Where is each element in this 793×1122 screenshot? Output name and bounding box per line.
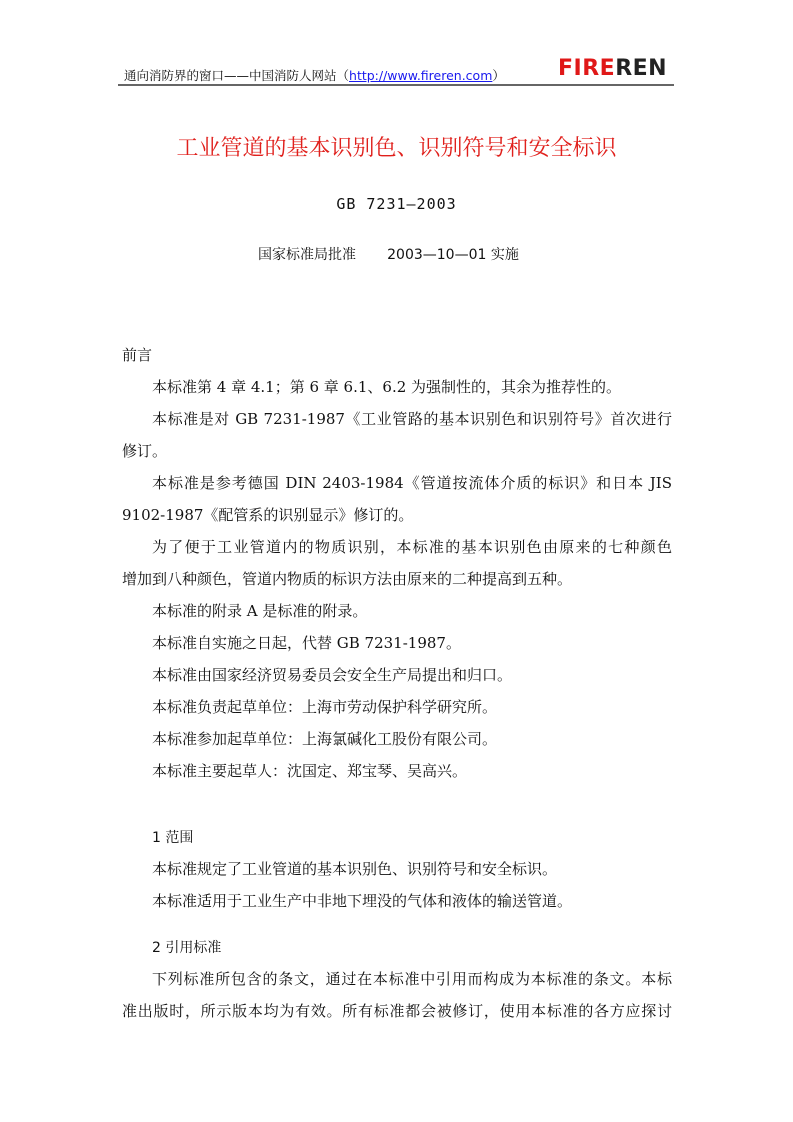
foreword-line: 本标准是参考德国 DIN 2403-1984《管道按流体介质的标识》和日本 JIS xyxy=(152,474,672,492)
foreword-line: 为了便于工业管道内的物质识别，本标准的基本识别色由原来的七种颜色 xyxy=(152,538,672,556)
section-1-line: 本标准规定了工业管道的基本识别色、识别符号和安全标识。 xyxy=(152,860,558,878)
approval-line: 国家标准局批准 2003—10—01 实施 xyxy=(258,247,519,263)
document-title: 工业管道的基本识别色、识别符号和安全标识 xyxy=(176,136,617,161)
logo-black: REN xyxy=(615,56,668,81)
site-link[interactable]: http://www.fireren.com xyxy=(349,68,493,83)
section-1-heading: 1 范围 xyxy=(152,830,194,846)
foreword-line: 增加到八种颜色，管道内物质的标识方法由原来的二种提高到五种。 xyxy=(122,570,573,588)
logo-red: FIRE xyxy=(558,56,616,81)
foreword-line: 本标准第 4 章 4.1；第 6 章 6.1、6.2 为强制性的，其余为推荐性的。 xyxy=(152,378,622,396)
section-2-line: 准出版时，所示版本均为有效。所有标准都会被修订，使用本标准的各方应探讨 xyxy=(122,1002,672,1020)
foreword-line: 本标准是对 GB 7231-1987《工业管路的基本识别色和识别符号》首次进行 xyxy=(152,410,672,428)
standard-code: GB 7231—2003 xyxy=(336,195,457,213)
section-1-line: 本标准适用于工业生产中非地下埋没的气体和液体的输送管道。 xyxy=(152,892,573,910)
fireren-logo xyxy=(558,56,667,81)
foreword-line: 本标准自实施之日起，代替 GB 7231-1987。 xyxy=(152,634,461,652)
section-2-heading: 2 引用标准 xyxy=(152,940,222,956)
foreword-line: 本标准负责起草单位：上海市劳动保护科学研究所。 xyxy=(152,698,498,716)
foreword-line: 本标准的附录 A 是标准的附录。 xyxy=(152,602,368,620)
site-header xyxy=(124,66,505,84)
foreword-line: 本标准主要起草人：沈国定、郑宝琴、吴高兴。 xyxy=(152,762,468,780)
header-paren: ） xyxy=(492,68,505,83)
foreword-line: 本标准由国家经济贸易委员会安全生产局提出和归口。 xyxy=(152,666,513,684)
foreword-heading: 前言 xyxy=(122,346,153,364)
header-rule xyxy=(118,84,674,86)
foreword-line: 9102-1987《配管系的识别显示》修订的。 xyxy=(122,506,414,524)
foreword-line: 本标准参加起草单位：上海氯碱化工股份有限公司。 xyxy=(152,730,498,748)
site-header-text: 通向消防界的窗口——中国消防人网站（ xyxy=(124,68,350,83)
section-2-line: 下列标准所包含的条文，通过在本标准中引用而构成为本标准的条文。本标 xyxy=(152,970,672,988)
foreword-line: 修订。 xyxy=(122,442,168,460)
